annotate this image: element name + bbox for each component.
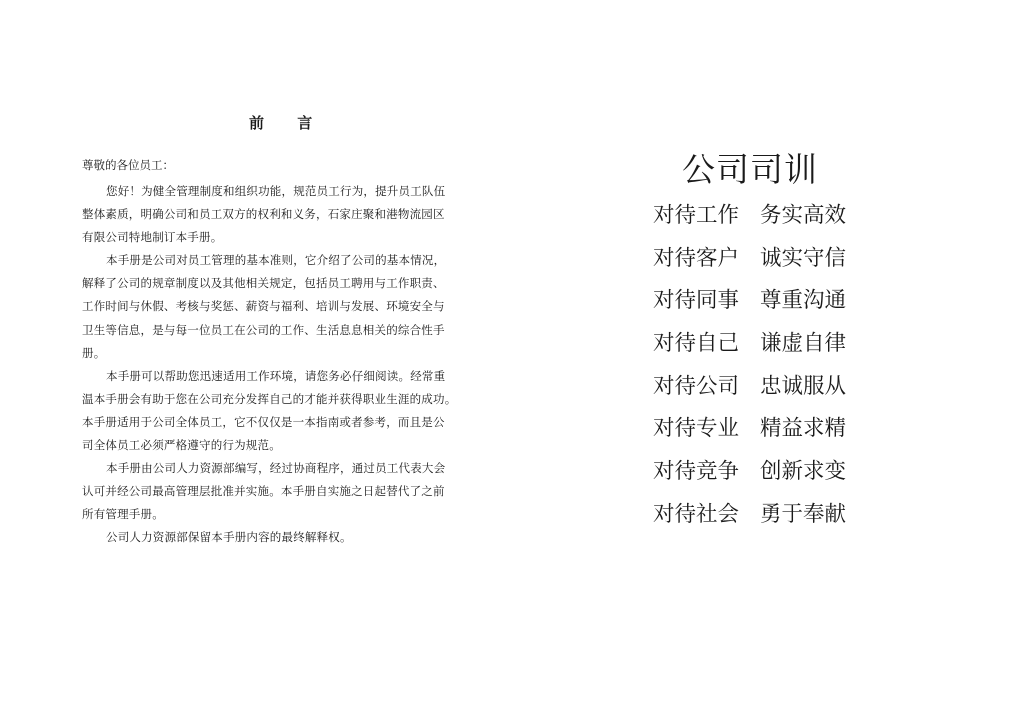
motto-subject: 对待自己 [653, 331, 740, 357]
preface-greeting: 尊敬的各位员工： [82, 158, 174, 172]
motto-row [653, 326, 846, 369]
motto-subject: 对待工作 [653, 203, 740, 228]
motto-principle: 精益求精 [760, 416, 847, 442]
preface-title: 前 言 [249, 114, 327, 132]
motto-list [653, 198, 846, 540]
motto-principle: 诚实守信 [760, 245, 847, 271]
motto-row [653, 369, 846, 412]
motto-subject: 对待竞争 [653, 459, 740, 485]
preface-line: 所有管理手册。 [82, 507, 164, 522]
preface-line: 整体素质，明确公司和员工双方的权利和义务，石家庄聚和港物流园区 [82, 207, 445, 222]
preface-line: 册。 [82, 345, 106, 360]
motto-subject: 对待客户 [653, 245, 740, 271]
motto-subject: 对待社会 [653, 501, 740, 527]
preface-line: 认可并经公司最高管理层批准并实施。本手册自实施之日起替代了之前 [82, 484, 445, 499]
motto-row [653, 198, 846, 241]
motto-subject: 对待同事 [653, 288, 740, 314]
preface-body [82, 180, 477, 550]
motto-subject: 对待公司 [653, 373, 740, 399]
preface-line: 工作时间与休假、考核与奖惩、薪资与福利、培训与发展、环境安全与 [82, 299, 445, 314]
preface-line: 本手册是公司对员工管理的基本准则，它介绍了公司的基本情况， [106, 253, 446, 268]
preface-line: 卫生等信息，是与每一位员工在公司的工作、生活息息相关的综合性手 [82, 322, 445, 337]
motto-principle: 创新求变 [760, 459, 847, 485]
motto-row [653, 454, 846, 497]
motto-row [653, 411, 846, 454]
motto-row [653, 283, 846, 326]
preface-line: 本手册适用于公司全体员工，它不仅仅是一本指南或者参考，而且是公 [82, 414, 445, 429]
motto-principle: 尊重沟通 [760, 288, 847, 314]
motto-subject: 对待专业 [653, 416, 740, 442]
preface-line: 本手册由公司人力资源部编写，经过协商程序，通过员工代表大会 [106, 461, 446, 476]
motto-principle: 谦虚自律 [760, 331, 847, 357]
preface-line: 解释了公司的规章制度以及其他相关规定，包括员工聘用与工作职责、 [82, 276, 445, 291]
motto-principle: 忠诚服从 [760, 373, 847, 399]
preface-line: 温本手册会有助于您在公司充分发挥自己的才能并获得职业生涯的成功。 [82, 391, 457, 406]
motto-title: 公司司训 [682, 150, 818, 189]
motto-principle: 务实高效 [760, 203, 847, 228]
motto-principle: 勇于奉献 [760, 501, 847, 527]
motto-row [653, 241, 846, 284]
preface-line: 您好！为健全管理制度和组织功能，规范员工行为，提升员工队伍 [106, 184, 446, 198]
preface-line: 司全体员工必须严格遵守的行为规范。 [82, 438, 281, 453]
preface-line: 有限公司特地制订本手册。 [82, 230, 223, 245]
preface-line: 公司人力资源部保留本手册内容的最终解释权。 [106, 530, 352, 545]
preface-line: 本手册可以帮助您迅速适用工作环境，请您务必仔细阅读。经常重 [106, 368, 446, 383]
motto-row [653, 497, 846, 540]
